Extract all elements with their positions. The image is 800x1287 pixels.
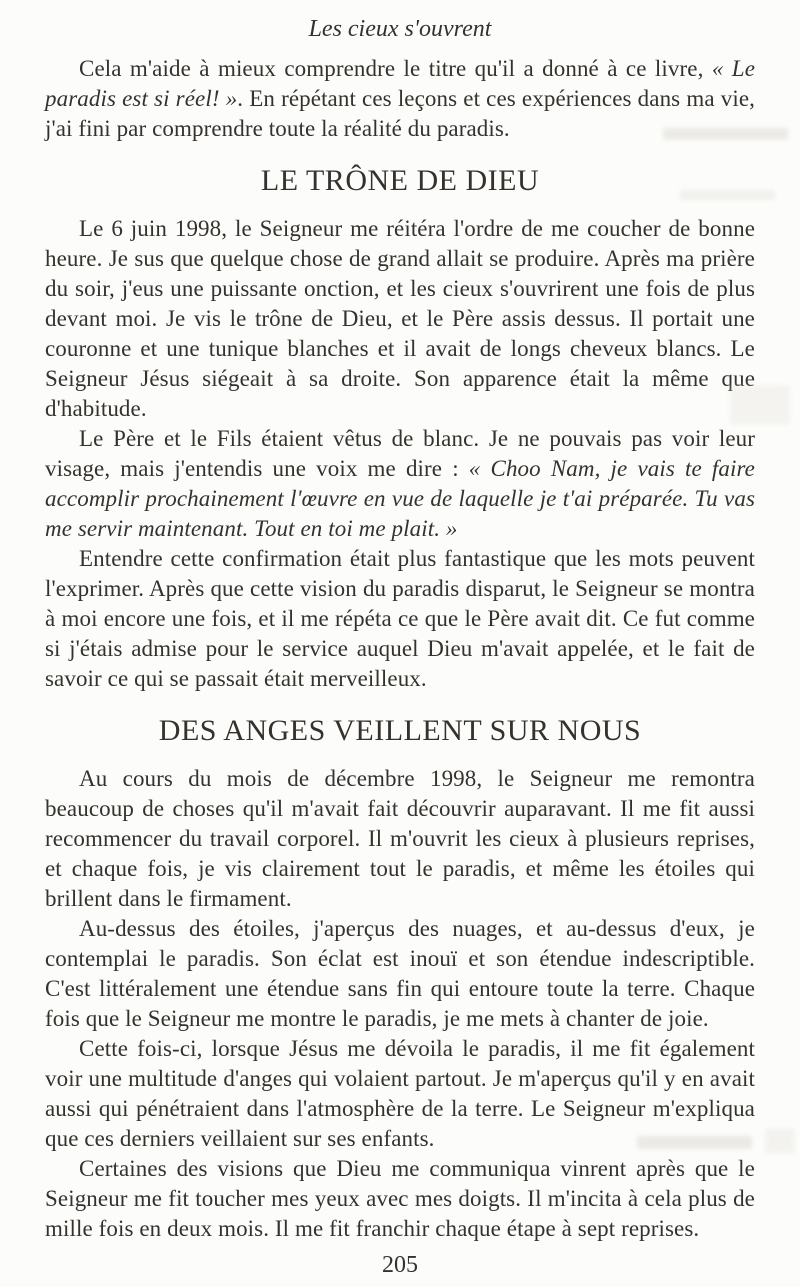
paragraph-trone-3: Entendre cette confirmation était plus fantastique que les mots peuvent l'exprimer. Après que cette vision du paradis disparut, le Seigneur se montra à moi encore une fois, et il me répéta ce que le Père avait dit. Ce fut comme si j'étais admise pour le service auquel Dieu m'avait appelée, et le fait de savoir ce qui se passait était merveilleux. bbox=[45, 546, 755, 691]
paragraph-anges-1: Au cours du mois de décembre 1998, le Seigneur me remontra beaucoup de choses qu'il m'avait fait découvrir auparavant. Il me fit aussi recommencer du travail corporel. Il m'ouvrit les cieux à plusieurs reprises, et chaque fois, je vis clairement tout le paradis, et même les étoiles qui brillent dans le firmament. bbox=[45, 766, 755, 911]
running-head bbox=[45, 14, 755, 44]
book-title-quote: « Le paradis est si réel! » bbox=[45, 56, 755, 111]
paragraph-trone-1: Le 6 juin 1998, le Seigneur me réitéra l'ordre de me coucher de bonne heure. Je sus que quelque chose de grand allait se produire. Après ma prière du soir, j'eus une puissante onction, et les cieux s'ouvrirent une fois de plus devant moi. Je vis le trône de Dieu, et le Père assis dessus. Il portait une couronne et une tunique blanches et il avait de longs cheveux blancs. Le Seigneur Jésus siégeait à sa droite. Son apparence était la même que d'habitude. bbox=[45, 216, 755, 421]
section-heading-trone-de-dieu: LE TRÔNE DE DIEU bbox=[260, 164, 540, 197]
divine-speech-quote: « Choo Nam, je vais te faire accomplir prochainement l'œuvre en vue de laquelle je t'ai préparée. Tu vas me servir maintenant. Tout en toi me plait. » bbox=[45, 456, 755, 541]
paragraph-anges-3: Cette fois-ci, lorsque Jésus me dévoila le paradis, il me fit également voir une multitude d'anges qui volaient partout. Je m'aperçus qu'il y en avait aussi qui pénétraient dans l'atmosphère de la terre. Le Seigneur m'expliqua que ces derniers veillaient sur ses enfants. bbox=[45, 1036, 755, 1151]
paragraph-intro bbox=[45, 54, 755, 144]
page-number: 205 bbox=[382, 1252, 418, 1278]
scan-smudge bbox=[765, 1128, 795, 1154]
paragraph-anges-4: Certaines des visions que Dieu me communiqua vinrent après que le Seigneur me fit toucher mes yeux avec mes doigts. Il m'incita à cela plus de mille fois en deux mois. Il me fit franchir chaque étape à sept reprises. bbox=[45, 1156, 755, 1241]
paragraph-trone-2-text: Le Père et le Fils étaient vêtus de blanc. Je ne pouvais pas voir leur visage, mais j'entendis une voix me dire : bbox=[45, 426, 755, 481]
paragraph-trone-2 bbox=[45, 424, 755, 544]
paragraph-intro-text: Cela m'aide à mieux comprendre le titre qu'il a donné à ce livre, bbox=[79, 56, 712, 81]
section-heading-des-anges: DES ANGES VEILLENT SUR NOUS bbox=[158, 714, 642, 747]
paragraph-intro-text-2: . En répétant ces leçons et ces expériences dans ma vie, j'ai fini par comprendre toute la réalité du paradis. bbox=[45, 86, 755, 141]
running-head-title: Les cieux s'ouvrent bbox=[308, 16, 492, 42]
paragraph-anges-2: Au-dessus des étoiles, j'aperçus des nuages, et au-dessus d'eux, je contemplai le paradis. Son éclat est inouï et son étendue indescriptible. C'est littéralement une étendue sans fin qui entoure toute la terre. Chaque fois que le Seigneur me montre le paradis, je me mets à chanter de joie. bbox=[45, 916, 755, 1031]
